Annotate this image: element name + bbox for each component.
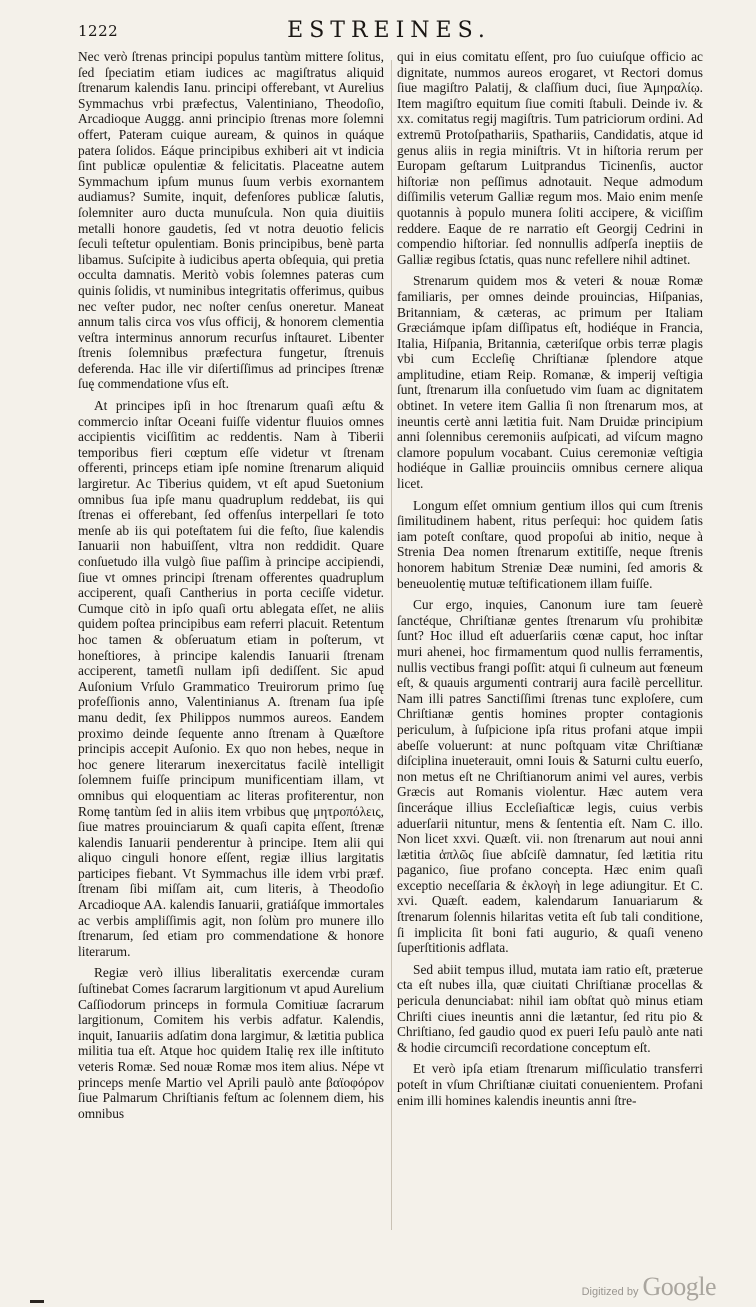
left-column (78, 49, 384, 1121)
paragraph: Strenarum quidem mos & veteri & nouæ Romæ familiaris, per omnes deinde prouincias, Hiſpanias, Britanniam, & cæteras, ac primum per Italiam Græciámque ipſam diſſipatus eſt, hodiéque in Francia, Italia, Hiſpania, Britannia, cæteriſque orbis terræ plagis vbi cum Eccleſię Chriſtianæ ſplendore atque amplitudine, etiam Reip. Romanæ, & imperij veſtigia ſunt, ſtrenarum illa conſuetudo vim ſuam ac dignitatem obtinet. In vetere item Gallia ſi non ſtrenarum mos, at ineuntis certè anni lætitia fuit. Nam Druidæ principium anni ſolennibus ceremoniis auſpicati, ad viſcum magno clamore populum vocabant. Cuius ceremoniæ veſtigia hodiéque in Galliæ prouinciis omnibus cernere aliqua licet. (397, 273, 703, 492)
paragraph: Nec verò ſtrenas principi populus tantùm mittere ſolitus, ſed ſpeciatim etiam iudices ac magiſtratus aliquid ſtrenarum kalendis Ianu. principi offerebant, vt Aurelius Symmachus vrbi præfectus, Valentiniano, Theodoſio, Arcadioque Auggg. anni principio ſtrenas more ſolemni offert, Pateram cuique auream, & quinos in quáque patera ſolidos. Eáque principibus exhiberi ait vt indicia ſint publicæ opulentiæ & felicitatis. Placeatne autem Symmachum ipſum munus ſuum verbis exornantem audiamus? Sumite, inquit, defenſores publicæ ſalutis, ſolemniter auro ducta munuſcula. Non quia diuitiis metalli honore gaudetis, ſed vt notra deuotio felicis ſeculi teſtetur opulentiam. Bonis principibus, benè parta libamus. Suſcipite à iudicibus aperta obſequia, qui pretia occulta damnatis. Meritò vobis ſolemnes pateras cum quinis ſolidis, vt numinibus integritatis offerimus, quibus nec veſter pudor, nec noſter cenſus oneretur. Maneat annum talis circa vos vſus officij, & honorem clementia veſtra interminus annorum recurſus inſtauret. Libenter ſtrenis ſolemnibus præfectura fungetur, ſtrenuis deferenda. Hac ille vir diſertiſſimus ad principes ſtrenæ ſuę commendatione vſus eſt. (78, 49, 384, 392)
page-number: 1222 (78, 22, 119, 40)
paragraph: Cur ergo, inquies, Canonum iure tam ſeuerè ſanctéque, Chriſtianæ gentes ſtrenarum vſu prohibitæ ſunt? Hoc illud eſt aduerſariis cœnæ caput, hoc inſtar muri ahenei, hoc firmamentum quod nullis ferramentis, nullis vectibus frangi poſſit: atqui ſi culneum aut fœneum eſt, & quauis argumenti contrarij aura facilè percellitur. Nam illi patres Sanctiſſimi ſtrenas tunc exploſere, cum Chriſtianæ gentis homines propter contagionis periculum, à ſuſpicione ipſa ritus profani atque impii abeſſe voluerunt: at nunc poſtquam vitæ Chriſtianæ diſciplina inueterauit, omni Iouis & Saturni cultu euerſo, non metus eſt ne Chriſtianorum animi vel aures, verbis Græcis aut Romanis violentur. Hæc autem vera ſinceráque illius Eccleſiaſticæ legis, cuius verbis aduerſarii nituntur, mens & ſententia eſt. Nam C. illo. Non licet xxvi. Quæſt. vii. non ſtrenarum aut noui anni lætitia ἁπλῶς ſiue abſciſè damnatur, ſed lætitia ritu paganico, ſiue profano concepta. Hæc enim quaſi exceptio neceſſaria & ἐκλογὴ in lege adiungitur. Et C. xvi. Quæſt. eadem, kalendarum Ianuariarum & ſtrenarum ſolennis hilaritas vetita eſt ſub tali conditione, ſi implicita ſit boni fati augurio, & quaſi veneno ſuperſtitionis adflata. (397, 597, 703, 956)
paragraph: Longum eſſet omnium gentium illos qui cum ſtrenis ſimilitudinem habent, ritus perſequi: hoc quidem ſatis iam poteſt conſtare, quod propoſui ab initio, neque à Strenia Dea nomen ſtrenarum extitiſſe, neque ſtrenis honorem habitum Streniæ Deæ numini, ſed amoris & beneuolentię mutuæ teſtificationem illam fuiſſe. (397, 497, 703, 591)
paragraph: At principes ipſi in hoc ſtrenarum quaſi æſtu & commercio inſtar Oceani fuiſſe videntur fluuios omnes accipientis viciſſitim ac reddentis. Nam à Tiberii temporibus fieri cœptum eſſe videtur vt ſtrenam offerenti, princeps etiam ipſe nomine ſtrenarum aliquid largiretur. Ac Tiberius quidem, vt eſt apud Suetonium omnibus ſua ipſe manu quadruplum reddebat, iis qui ſtrenas ei offerebant, ſed offenſus interpellari ſe toto menſe ab iis qui poteſtatem ſui die feſto, ſiue kalendis Ianuarii non habuiſſent, vltra non reddidit. Quare conſuetudo illa vulgò ſiue paſſim à principe accipiendi, ſiue vt omnes principi ſtrenam offerentes quadruplum acciperent, quaſi Cantherius in porta ceciſſe videtur. Cumque citò in ipſo quaſi ortu ablegata eſſet, ne aliis quidem poſtea principibus eam referri placuit. Retentum hoc tamen & obſeruatum etiam in poſterum, vt honeſtiores, à principe kalendis Ianuarii ſtrenam acciperent, tametſi nullam ipſi dediſſent. Sic apud Auſonium Vrſulo Grammatico Treuirorum primo ſuę profeſſionis anno, Valentinianus A. ſtrenam ſua ipſe manu dedit, ſex Philippos nummos aureos. Eandem proximo deinde ſequente anno ſtrenam à Quæſtore principis accepit Auſonio. Ex quo non hebes, neque in hoc genere literarum inexercitatus facilè intelligit ſolemnem fuiſſe principum munificentiam illam, vt omnibus qui eloquentiam ac literas profiterentur, non Romę tantùm ſed in aliis item vrbibus quę μητροπόλεις, ſiue matres prouinciarum & quaſi capita eſſent, ſtrenæ kalendis Ianuarii penderentur à principe. Item alii qui aliquo cinguli honore eſſent, regiæ illius largitatis participes fiebant. Vt Symmachus ille idem vrbi præf. ſtrenam ſibi miſſam ait, cum literis, à Theodoſio Arcadioque AA. kalendis Ianuarii, gratiáſque immortales ac verbis ampliſſimis agit, non ſolùm pro munere illo ſtrenarum, ſed etiam pro commendatione & honore literarum. (78, 398, 384, 959)
page-header (78, 18, 700, 50)
paragraph: qui in eius comitatu eſſent, pro ſuo cuiuſque officio ac dignitate, nummos aureos erogaret, vt Rectori domus ſiue magiſtro Palatij, & claſſium duci, ſiue Ἀμηραλίῳ. Item magiſtro equitum ſiue comiti ſtabuli. Deinde iv. & xx. comitatus regij magiſtris. Tum patriciorum ordini. Ad extremū Protoſpathariis, Spathariis, Candidatis, atque id genus aliis in regia miniſtris. Vt in hiſtoria rerum per Europam geſtarum Luitprandus Ticinenſis, auctor hiſtoriæ non peſſimus adnotauit. Neque admodum diſſimilis veterum Galliæ regum mos. Maio enim menſe quotannis à populo munera ſoliti accipere, & viciſſim reddere. Eaque de re narratio eſt Georgij Cedrini in compendio hiſtoriar. ſed nonnullis adſperſa ineptiis de Galliæ regibus ſctatis, quas nunc refellere nihil adtinet. (397, 49, 703, 267)
paragraph: Et verò ipſa etiam ſtrenarum miſſiculatio transferri poteſt in vſum Chriſtianæ ciuitati conuenientem. Profani enim illi homines kalendis ineuntis anni ſtre- (397, 1061, 703, 1108)
running-title: ESTREINES. (287, 18, 491, 43)
paragraph: Regiæ verò illius liberalitatis exercendæ curam ſuſtinebat Comes ſacrarum largitionum vt apud Aurelium Caſſiodorum princeps in formula Comitiuæ ſacrarum largitionum, Comitem his verbis adfatur. Kalendis, inquit, Ianuariis adſatim dona largimur, & lætitia publica militia tua eſt. Atque hoc quidem Italię rex ille inſtituto veteris Romæ. Sed nouæ Romæ mos item alius. Népe vt princeps menſe Martio vel Aprili paulò ante βαϊοφόρον ſiue Palmarum Chriſtianis feſtum ac ſolennem diem, his omnibus (78, 965, 384, 1121)
digitized-watermark (582, 1272, 716, 1302)
column-divider (391, 60, 392, 1230)
paragraph: Sed abiit tempus illud, mutata iam ratio eſt, præterue cta eſt nubes illa, quæ ciuitati Chriſtianæ procellas & pericula denunciabat: nihil iam obſtat quò minus etiam Chriſti ciues ineuntis anni die lætantur, ſed ritu pio & Chriſtiano, ſed gaudio quod ex pueri Ieſu paulò ante nati & hodie circumciſi recordatione conceptum eſt. (397, 961, 703, 1055)
page-edge-mark (30, 1300, 44, 1303)
right-column (397, 49, 703, 1108)
digitized-by-label: Digitized by (581, 1286, 639, 1298)
google-logo: Google (642, 1272, 716, 1301)
